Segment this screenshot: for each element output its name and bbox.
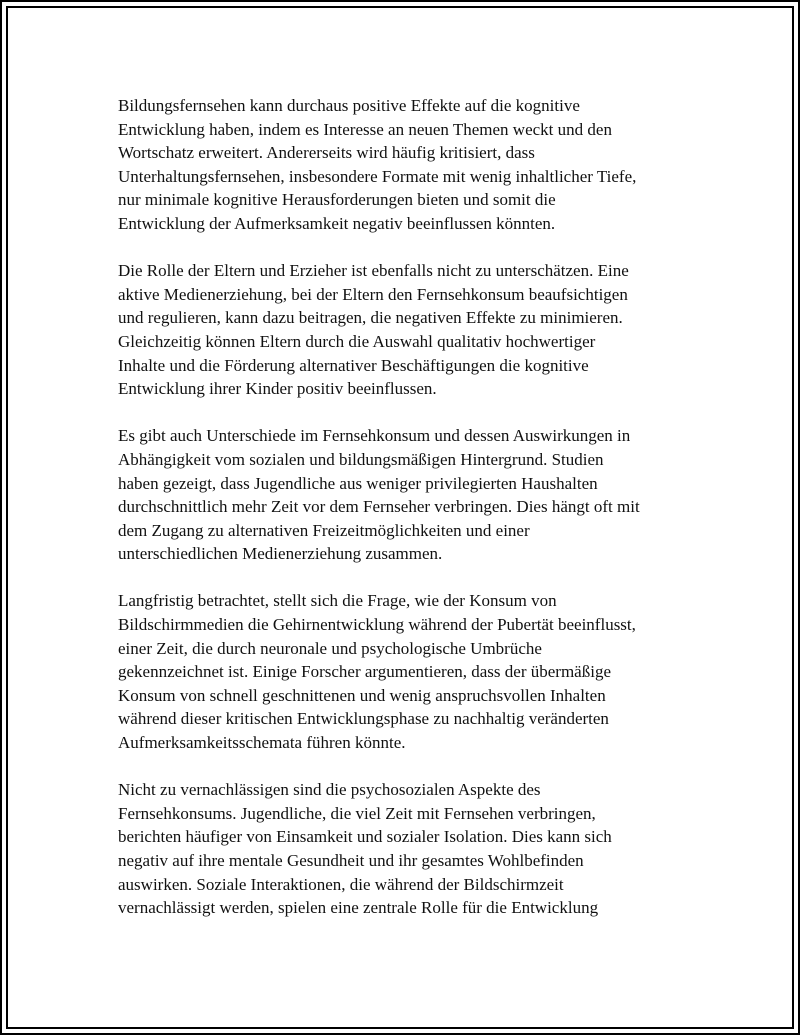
text-line: Entwicklung haben, indem es Interesse an neuen Themen weckt und den — [118, 119, 612, 139]
text-line: unterschiedlichen Medienerziehung zusammen. — [118, 544, 443, 564]
text-line: dem Zugang zu alternativen Freizeitmöglichkeiten und einer — [118, 520, 530, 540]
paragraph-2 — [118, 259, 698, 401]
paragraph-3 — [118, 424, 698, 566]
text-line: Konsum von schnell geschnittenen und wenig anspruchsvollen Inhalten — [118, 685, 606, 705]
text-line: Die Rolle der Eltern und Erzieher ist ebenfalls nicht zu unterschätzen. Eine — [118, 261, 629, 281]
text-line: einer Zeit, die durch neuronale und psychologische Umbrüche — [118, 638, 542, 658]
text-line: durchschnittlich mehr Zeit vor dem Fernseher verbringen. Dies hängt oft mit — [118, 497, 640, 517]
document-body — [118, 94, 698, 943]
text-line: während dieser kritischen Entwicklungsphase zu nachhaltig veränderten — [118, 709, 609, 729]
text-line: vernachlässigt werden, spielen eine zentrale Rolle für die Entwicklung — [118, 898, 599, 918]
text-line: Fernsehkonsums. Jugendliche, die viel Zeit mit Fernsehen verbringen, — [118, 803, 596, 823]
text-line: Unterhaltungsfernsehen, insbesondere Formate mit wenig inhaltlicher Tiefe, — [118, 166, 637, 186]
text-line: nur minimale kognitive Herausforderungen bieten und somit die — [118, 190, 556, 210]
text-line: Es gibt auch Unterschiede im Fernsehkonsum und dessen Auswirkungen in — [118, 426, 631, 446]
text-line: negativ auf ihre mentale Gesundheit und ihr gesamtes Wohlbefinden — [118, 851, 584, 870]
text-line: Inhalte und die Förderung alternativer Beschäftigungen die kognitive — [118, 355, 589, 375]
text-line: auswirken. Soziale Interaktionen, die während der Bildschirmzeit — [118, 874, 564, 894]
text-line: und regulieren, kann dazu beitragen, die negativen Effekte zu minimieren. — [118, 308, 623, 328]
text-line: Langfristig betrachtet, stellt sich die Frage, wie der Konsum von — [118, 591, 557, 611]
paragraph-5 — [118, 778, 698, 920]
paragraph-1 — [118, 94, 698, 236]
text-line: Wortschatz erweitert. Andererseits wird häufig kritisiert, dass — [118, 143, 535, 163]
text-line: gekennzeichnet ist. Einige Forscher argumentieren, dass der übermäßige — [118, 662, 611, 682]
paragraph-4 — [118, 589, 698, 754]
text-line: Gleichzeitig können Eltern durch die Auswahl qualitativ hochwertiger — [118, 331, 596, 351]
text-line: Abhängigkeit vom sozialen und bildungsmäßigen Hintergrund. Studien — [118, 449, 604, 469]
text-line: Entwicklung ihrer Kinder positiv beeinflussen. — [118, 379, 437, 399]
text-line: Bildungsfernsehen kann durchaus positive Effekte auf die kognitive — [118, 96, 580, 115]
text-line: Aufmerksamkeitsschemata führen könnte. — [118, 733, 406, 753]
text-line: Entwicklung der Aufmerksamkeit negativ beeinflussen könnten. — [118, 213, 556, 233]
text-line: haben gezeigt, dass Jugendliche aus weniger privilegierten Haushalten — [118, 473, 598, 493]
text-line: Nicht zu vernachlässigen sind die psychosozialen Aspekte des — [118, 780, 541, 800]
text-line: berichten häufiger von Einsamkeit und sozialer Isolation. Dies kann sich — [118, 827, 612, 847]
text-line: Bildschirmmedien die Gehirnentwicklung während der Pubertät beeinflusst, — [118, 615, 636, 635]
text-line: aktive Medienerziehung, bei der Eltern den Fernsehkonsum beaufsichtigen — [118, 284, 628, 304]
